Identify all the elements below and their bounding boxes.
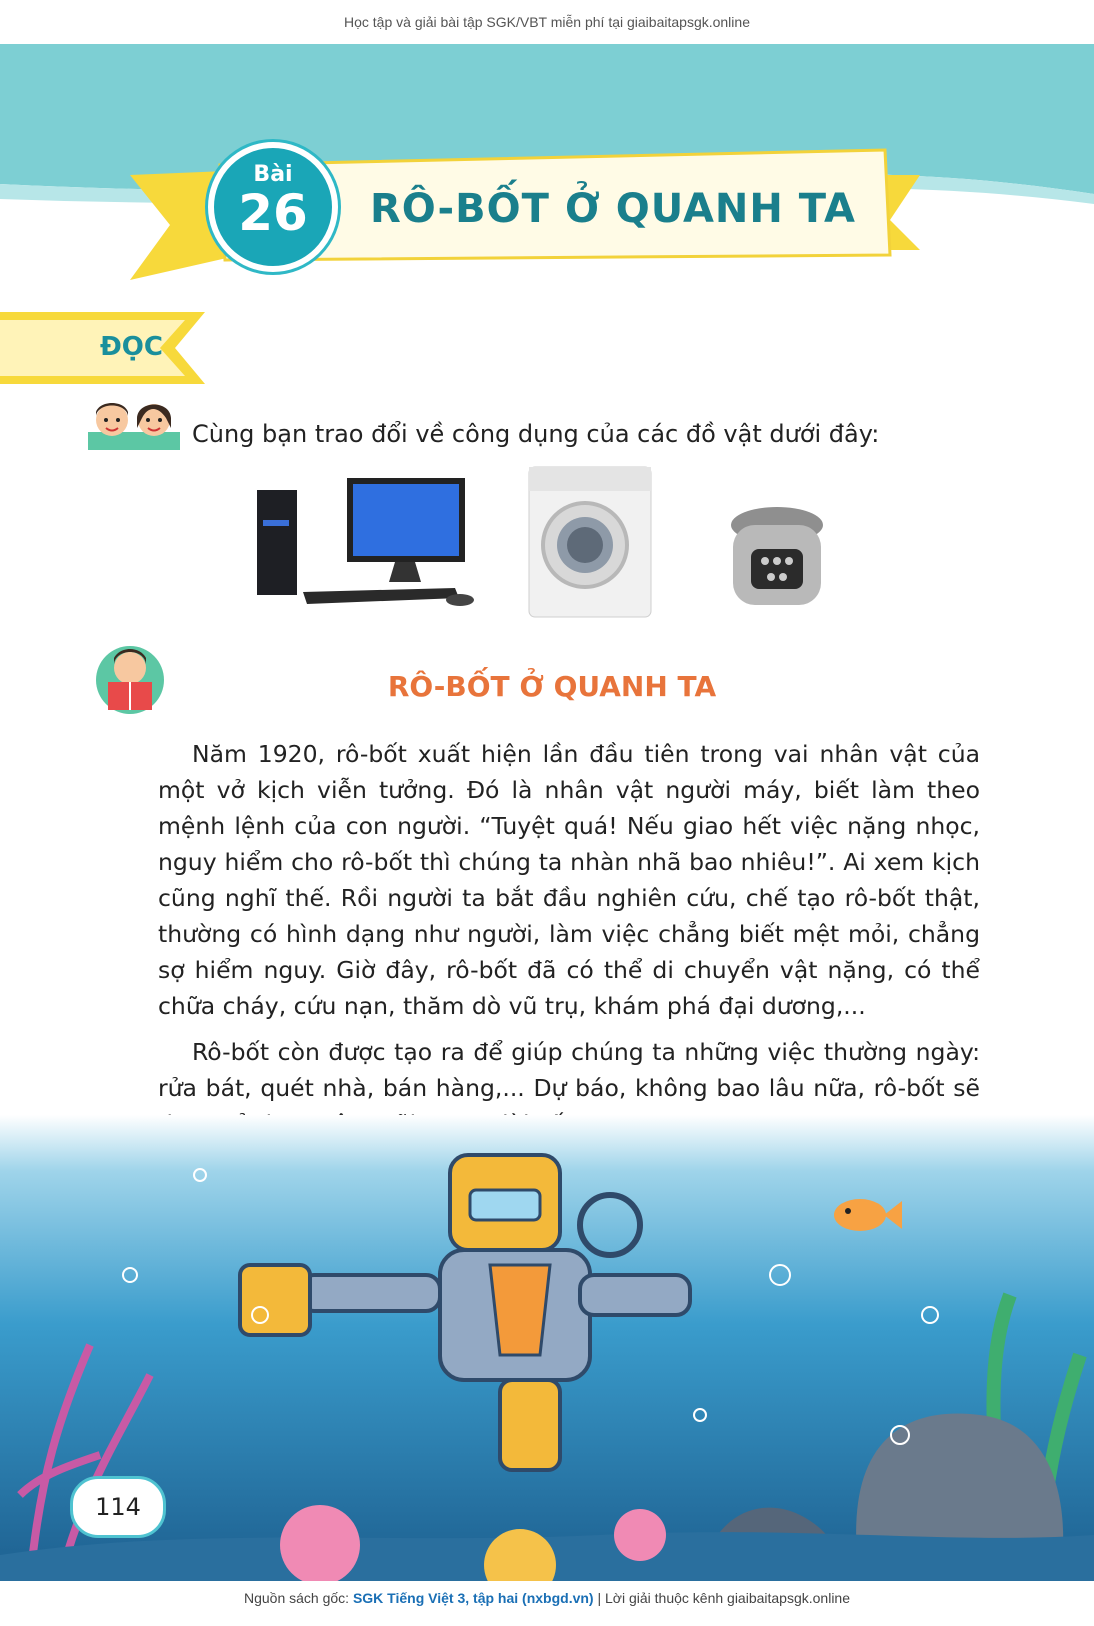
section-label: ĐỌC — [100, 332, 163, 362]
instruction-text: Cùng bạn trao đổi về công dụng của các đồ vật dưới đây: — [192, 420, 880, 448]
footer-suffix: | Lời giải thuộc kênh giaibaitapsgk.online — [593, 1590, 851, 1606]
computer-image — [255, 470, 495, 620]
lesson-prefix: Bài — [253, 162, 293, 187]
footer-source: SGK Tiếng Việt 3, tập hai (nxbgd.vn) — [352, 1590, 594, 1606]
two-kids-icon — [88, 398, 180, 450]
washing-machine-image — [525, 465, 655, 620]
page-number: 114 — [70, 1476, 166, 1538]
story-paragraph: Năm 1920, rô-bốt xuất hiện lần đầu tiên trong vai nhân vật của một vở kịch viễn tưởng. Đó là nhân vật người máy, biết làm theo mệnh lệnh của con người. “Tuyệt quá! Nếu giao hết việc nặng nhọc, nguy hiểm cho rô-bốt thì chúng ta nhàn nhã bao nhiêu!”. Ai xem kịch cũng nghĩ thế. Rồi người ta bắt đầu nghiên cứu, chế tạo rô-bốt thật, thường có hình dạng như người, làm việc chẳng biết mệt mỏi, chẳng sợ hiểm nguy. Giờ đây, rô-bốt đã có thể di chuyển vật nặng, có thể chữa cháy, cứu nạn, thăm dò vũ trụ, khám phá đại dương,... — [158, 740, 980, 1020]
story-title: RÔ-BỐT Ở QUANH TA — [387, 670, 717, 703]
story-body — [158, 736, 980, 1152]
story-paragraph: Rô-bốt còn được tạo ra để giúp chúng ta những việc thường ngày: rửa bát, quét nhà, bán hàng,... Dự báo, không bao lâu nữa, rô-bốt sẽ — [158, 1038, 980, 1102]
lesson-number: 26 — [238, 184, 308, 242]
lesson-badge — [208, 142, 338, 272]
footer — [0, 1590, 1094, 1606]
lesson-title: RÔ-BỐT Ở QUANH TA — [370, 186, 856, 232]
footer-prefix: Nguồn sách gốc: — [243, 1590, 353, 1606]
top-note: Học tập và giải bài tập SGK/VBT miễn phí tại giaibaitapsgk.online — [344, 14, 750, 30]
rice-cooker-image — [725, 505, 830, 617]
